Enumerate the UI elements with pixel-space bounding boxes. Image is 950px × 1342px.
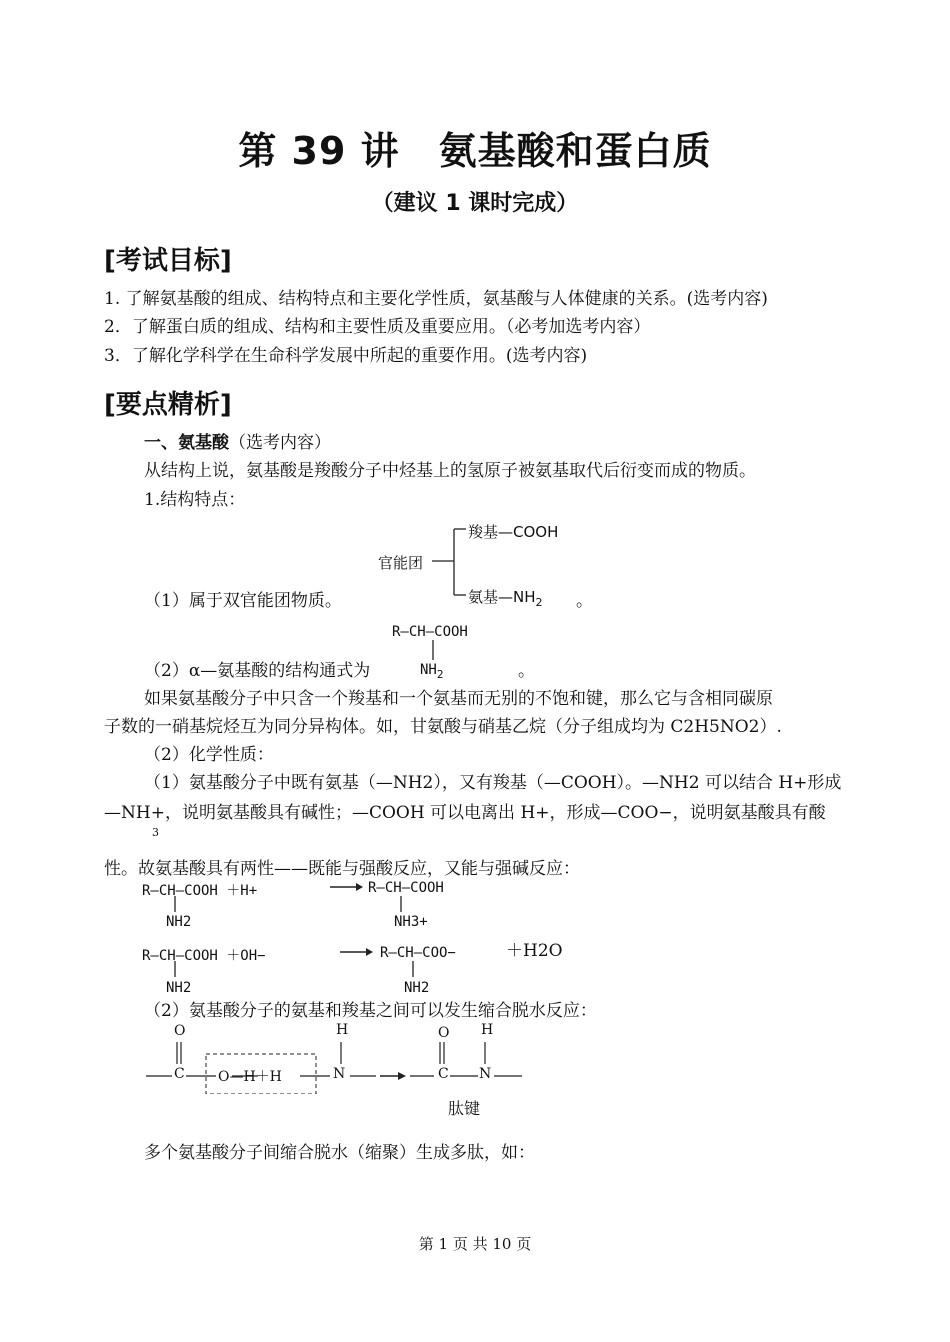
amino-label: 氨基$—NH_2$ (468, 588, 543, 609)
page-footer: 第 1 页 共 10 页 (418, 1235, 532, 1253)
cond-left-N: N (333, 1066, 346, 1082)
chem-paragraph-line2: —NH+，说明氨基酸具有碱性；—COOH 可以电离出 H+，形成—COO−，说明氨基酸具有酸 (104, 803, 826, 823)
part1-note: （选考内容） (229, 433, 331, 453)
formula-bond (428, 640, 438, 662)
functional-group-label: 官能团 (378, 554, 424, 572)
general-formula-bottom: $NH_2$ (420, 662, 444, 681)
part1-heading (144, 432, 331, 454)
cond-right-O: O (438, 1025, 450, 1041)
rxn2-left-bond (170, 961, 180, 979)
item2-text: （2）α—氨基酸的结构通式为 (144, 661, 371, 681)
rxn1-left-bottom: NH2 (166, 914, 192, 930)
cond-right-H: H (481, 1022, 494, 1038)
intro-paragraph: 从结构上说，氨基酸是羧酸分子中烃基上的氢原子被氨基取代后衍变而成的物质。 (144, 461, 756, 481)
isomer-paragraph-line2: 子数的一硝基烷烃互为同分异构体。如，甘氨酸与硝基乙烷（分子组成均为 C2H5NO2）. (104, 717, 782, 737)
section-analysis-heading: [要点精析] (104, 390, 232, 420)
page-title: 第 39 讲 氨基酸和蛋白质 (238, 129, 712, 173)
chem-paragraph-subscript: 3 (152, 826, 159, 839)
cond-left-H: H (336, 1022, 349, 1038)
cond-right-C: C (438, 1066, 449, 1082)
goal-item: 3．了解化学科学在生命科学发展中所起的重要作用。(选考内容) (104, 346, 588, 366)
item2-end: 。 (518, 661, 535, 681)
rxn1-arrow (328, 880, 364, 894)
general-formula-top: R—CH—COOH (392, 624, 468, 640)
rxn1-right-top: R—CH—COOH (368, 880, 444, 896)
rxn2-right-top: R—CH—COO− (380, 945, 456, 961)
peptide-bond-label: 肽键 (448, 1099, 481, 1118)
goal-item: 1. 了解氨基酸的组成、结构特点和主要化学性质，氨基酸与人体健康的关系。(选考内容) (104, 289, 768, 309)
chem-paragraph-line1: （1）氨基酸分子中既有氨基（—NH2），又有羧基（—COOH）。—NH2 可以结合 H+形成 (144, 773, 842, 793)
isomer-paragraph-line1: 如果氨基酸分子中只含一个羧基和一个氨基而无别的不饱和键，那么它与含相同碳原 (144, 689, 773, 709)
rxn2-arrow (338, 945, 374, 959)
cond-OH-H: O—H＋H (218, 1069, 282, 1085)
rxn2-right-bond (408, 961, 418, 979)
section-goals-heading: [考试目标] (104, 246, 232, 276)
condensation-title: （2）氨基酸分子的氨基和羧基之间可以发生缩合脱水反应： (144, 1001, 597, 1021)
structure-title: 1.结构特点： (144, 490, 246, 510)
rxn2-left-top: R—CH—COOH ＋OH− (142, 948, 266, 964)
cond-right-N: N (479, 1066, 492, 1082)
polypeptide-paragraph: 多个氨基酸分子间缩合脱水（缩聚）生成多肽，如： (144, 1143, 535, 1163)
rxn2-left-bottom: NH2 (166, 980, 192, 996)
item1-end: 。 (576, 591, 593, 611)
rxn1-right-bond (396, 896, 406, 914)
chemical-properties-title: （2）化学性质： (144, 745, 274, 765)
rxn2-water: ＋H2O (506, 941, 563, 961)
item1-text: （1）属于双官能团物质。 (144, 591, 342, 611)
chem-paragraph-line3: 性。故氨基酸具有两性——既能与强酸反应，又能与强碱反应： (104, 859, 580, 879)
cond-left-O: O (174, 1023, 186, 1039)
rxn1-right-bottom: NH3+ (394, 914, 428, 930)
rxn1-left-top: R—CH—COOH ＋H+ (142, 883, 258, 899)
cond-left-C: C (174, 1066, 185, 1082)
rxn1-left-bond (170, 896, 180, 914)
part1-title: 一、氨基酸 (144, 433, 229, 453)
carboxyl-label: 羧基—COOH (468, 523, 559, 541)
page-subtitle: （建议 1 课时完成） (371, 191, 579, 216)
rxn2-right-bottom: NH2 (404, 980, 430, 996)
goal-item: 2．了解蛋白质的组成、结构和主要性质及重要应用。（必考加选考内容） (104, 317, 651, 337)
